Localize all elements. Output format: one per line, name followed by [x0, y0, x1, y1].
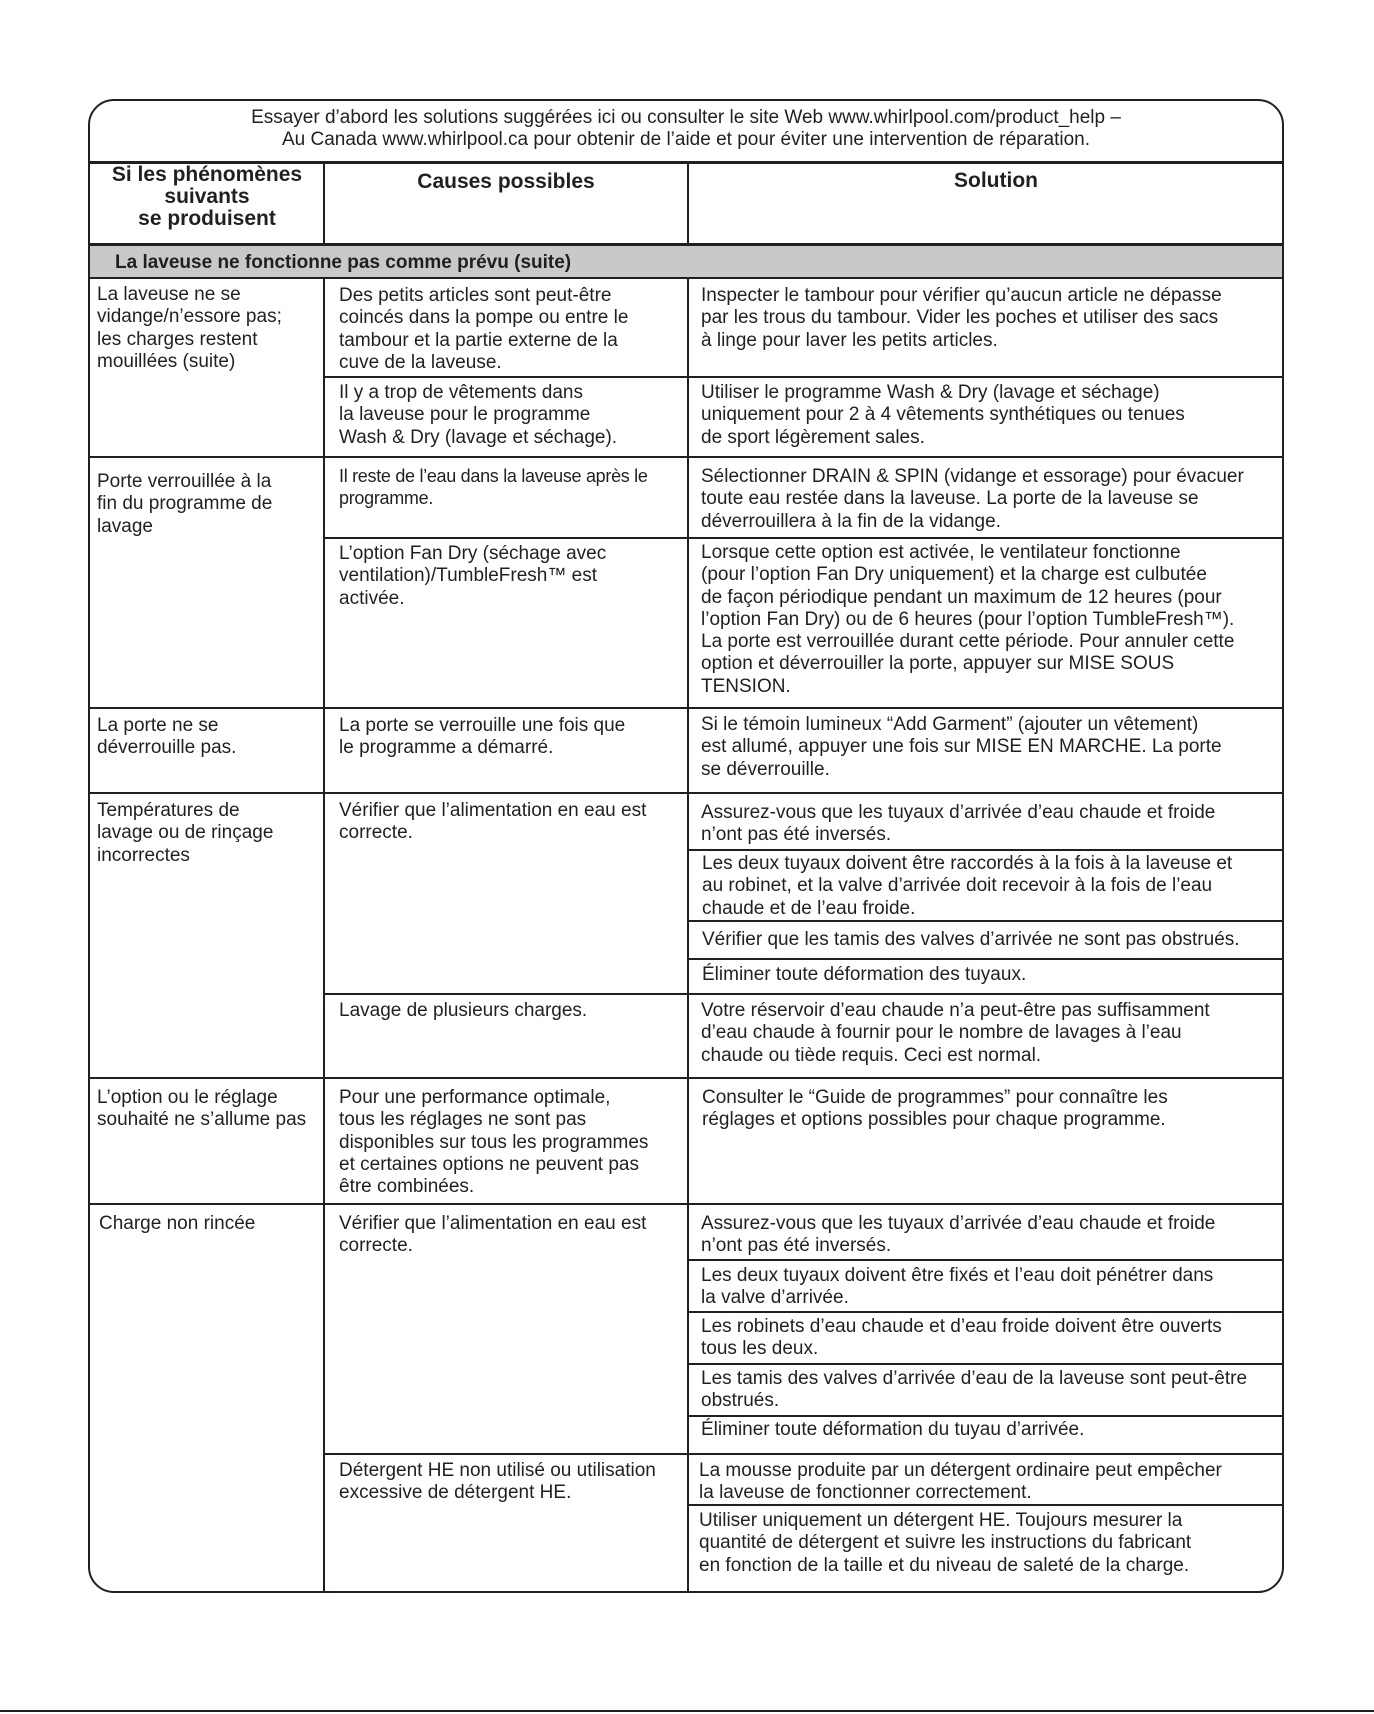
row-divider: [90, 1077, 1282, 1079]
solution-text: Éliminer toute déformation des tuyaux.: [702, 964, 1027, 985]
problem-text: Températures de lavage ou de rinçage incorrectes: [97, 800, 274, 866]
solution-text: Les robinets d’eau chaude et d’eau froide doivent être ouverts tous les deux.: [701, 1316, 1222, 1360]
section-title: La laveuse ne fonctionne pas comme prévu (suite): [115, 252, 572, 273]
solution-text: Éliminer toute déformation du tuyau d’arrivée.: [701, 1419, 1085, 1440]
problem-text: Charge non rincée: [99, 1213, 256, 1234]
solution-text: Utiliser uniquement un détergent HE. Toujours mesurer la quantité de détergent et suivre les instructions du fabricant en fonction de la taille et du niveau de saleté de la charge.: [699, 1510, 1192, 1576]
solution-text: Utiliser le programme Wash & Dry (lavage et séchage) uniquement pour 2 à 4 vêtements synthétiques ou tenues de sport légèrement sales.: [701, 382, 1185, 448]
solution-text: Inspecter le tambour pour vérifier qu’aucun article ne dépasse par les trous du tambour. Vider les poches et utiliser des sacs à linge pour laver les petits articles.: [701, 285, 1222, 351]
solution-divider: [688, 1311, 1282, 1313]
cause-text: Il y a trop de vêtements dans la laveuse pour le programme Wash & Dry (lavage et séchage).: [339, 382, 618, 448]
problem-text: L’option ou le réglage souhaité ne s’allume pas: [97, 1087, 307, 1131]
solution-text: Assurez-vous que les tuyaux d’arrivée d’eau chaude et froide n’ont pas été inversés.: [701, 802, 1216, 846]
cause-text: Il reste de l’eau dans la laveuse après le programme.: [339, 466, 648, 509]
problem-text: La porte ne se déverrouille pas.: [97, 715, 237, 759]
cause-text: Vérifier que l’alimentation en eau est correcte.: [339, 1213, 647, 1257]
section-bottom-rule: [90, 277, 1282, 279]
solution-divider: [688, 849, 1282, 851]
solution-divider: [688, 920, 1282, 922]
cause-text: Vérifier que l’alimentation en eau est correcte.: [339, 800, 647, 844]
solution-text: Sélectionner DRAIN & SPIN (vidange et essorage) pour évacuer toute eau restée dans la laveuse. La porte de la laveuse se déverrouillera à la fin de la vidange.: [701, 466, 1244, 532]
solution-text: Vérifier que les tamis des valves d’arrivée ne sont pas obstrués.: [702, 929, 1240, 950]
cause-text: Lavage de plusieurs charges.: [339, 1000, 588, 1021]
header-solution: Solution: [954, 169, 1038, 192]
solution-text: Lorsque cette option est activée, le ventilateur fonctionne (pour l’option Fan Dry uniquement) et la charge est culbutée de façon périodique pendant un maximum de 12 heures (pour l’option Fan Dry) ou de 6 heures (pour l’option TumbleFresh™). La porte est verrouillée durant cette période. Pour annuler cette option et déverrouiller la porte, appuyer sur MISE SOUS TENSION.: [701, 542, 1235, 697]
solution-text: Les deux tuyaux doivent être raccordés à la fois à la laveuse et au robinet, et la valve d’arrivée doit recevoir à la fois de l’eau chaude et de l’eau froide.: [702, 853, 1233, 919]
solution-text: La mousse produite par un détergent ordinaire peut empêcher la laveuse de fonctionner correctement.: [699, 1460, 1222, 1504]
problem-text: Porte verrouillée à la fin du programme de lavage: [97, 471, 273, 537]
sub-row-divider: [324, 1453, 1282, 1455]
intro-line-2: Au Canada www.whirlpool.ca pour obtenir de l’aide et pour éviter une intervention de réparation.: [282, 129, 1090, 150]
solution-divider: [688, 1259, 1282, 1261]
cause-text: Détergent HE non utilisé ou utilisation excessive de détergent HE.: [339, 1460, 656, 1504]
solution-divider: [688, 1363, 1282, 1365]
sub-row-divider: [324, 376, 1282, 378]
row-divider: [90, 792, 1282, 794]
solution-text: Les tamis des valves d’arrivée d’eau de la laveuse sont peut-être obstrués.: [701, 1368, 1248, 1412]
cause-text: Pour une performance optimale, tous les réglages ne sont pas disponibles sur tous les programmes et certaines options ne peuvent pas être combinées.: [339, 1087, 649, 1198]
sub-row-divider: [324, 993, 1282, 995]
cause-text: La porte se verrouille une fois que le programme a démarré.: [339, 715, 626, 759]
solution-text: Consulter le “Guide de programmes” pour connaître les réglages et options possibles pour chaque programme.: [702, 1087, 1168, 1131]
intro-line-1: Essayer d’abord les solutions suggérées ici ou consulter le site Web www.whirlpool.com/product_help –: [251, 107, 1121, 128]
problem-text: La laveuse ne se vidange/n’essore pas; les charges restent mouillées (suite): [97, 284, 282, 372]
solution-divider: [688, 1415, 1282, 1417]
page-bottom-rule: [0, 1710, 1374, 1712]
solution-text: Assurez-vous que les tuyaux d’arrivée d’eau chaude et froide n’ont pas été inversés.: [701, 1213, 1216, 1257]
cause-text: L’option Fan Dry (séchage avec ventilation)/TumbleFresh™ est activée.: [339, 543, 607, 609]
intro-note: [88, 107, 1284, 151]
row-divider: [90, 707, 1282, 709]
header-problem: Si les phénomènes suivants se produisent: [111, 163, 303, 230]
solution-text: Les deux tuyaux doivent être fixés et l’eau doit pénétrer dans la valve d’arrivée.: [701, 1265, 1214, 1309]
cause-text: Des petits articles sont peut-être coincés dans la pompe ou entre le tambour et la partie externe de la cuve de la laveuse.: [339, 285, 629, 373]
solution-divider: [688, 958, 1282, 960]
solution-text: Votre réservoir d’eau chaude n’a peut-être pas suffisamment d’eau chaude à fournir pour le nombre de lavages à l’eau chaude ou tiède requis. Ceci est normal.: [701, 1000, 1210, 1066]
row-divider: [90, 456, 1282, 458]
header-cause: Causes possibles: [417, 170, 595, 193]
sub-row-divider: [324, 537, 1282, 539]
row-divider: [90, 1203, 1282, 1205]
solution-text: Si le témoin lumineux “Add Garment” (ajouter un vêtement) est allumé, appuyer une fois sur MISE EN MARCHE. La porte se déverrouille.: [701, 714, 1222, 780]
